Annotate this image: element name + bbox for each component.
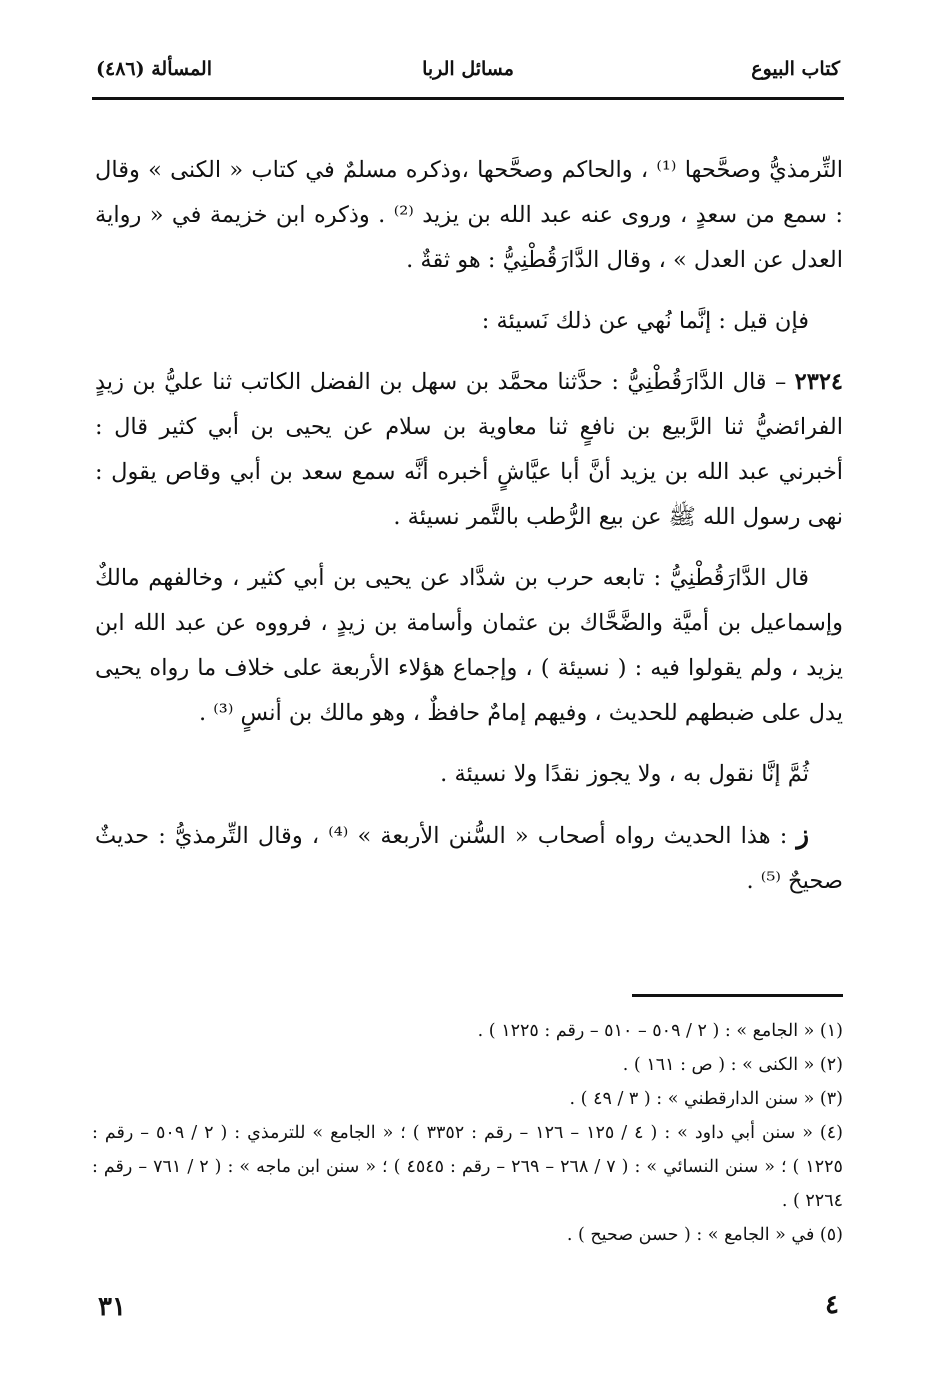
zay-symbol: ز — [796, 820, 810, 850]
page-number: ٣١ — [98, 1292, 126, 1322]
section-number: ٤ — [825, 1290, 839, 1320]
paragraph-4: قال الدَّارَقُطْنِيُّ : تابعه حرب بن شدَّاد عن يحيى بن أبي كثير ، وخالفهم مالكٌ وإسماعيل بن أميَّة والضَّحَّاك بن عثمان وأسامة بن زيدٍ ، فرووه عن عبد الله ابن يزيد ، ولم يقولوا فيه : ( نسيئة ) ، وإجماع هؤلاء الأربعة على خلاف ما رواه يحيى يدل على ضبطهم للحديث ، وفيهم إمامٌ حافظٌ ، وهو مالك بن أنسٍ ⁽³⁾ . — [95, 565, 843, 726]
footnote-3: (٣) « سنن الدارقطني » : ( ٣ / ٤٩ ) . — [569, 1089, 843, 1109]
paragraph-6 — [95, 813, 843, 904]
paragraph-3-text: – قال الدَّارَقُطْنِيُّ : حدَّثنا محمَّد بن سهل بن الفضل الكاتب ثنا عليُّ بن زيدٍ الفرائضيُّ ثنا الرَّبيع بن نافعٍ ثنا معاوية بن سلام عن يحيى بن أبي كثير قال : أخبرني عبد الله بن يزيد أنَّ أبا عيَّاشٍ أخبره أنَّه سمع سعد بن أبي وقاص يقول : نهى رسول الله ﷺ عن بيع الرُّطب بالتَّمر نسيئة . — [95, 369, 843, 530]
paragraph-3 — [95, 360, 843, 540]
footnotes — [92, 1014, 843, 1252]
paragraph-2: فإن قيل : إنَّما نُهي عن ذلك نَسيئة : — [481, 308, 809, 334]
header-issue-number: المسألة (٤٨٦) — [96, 58, 212, 80]
header-chapter-title: مسائل الربا — [422, 58, 514, 80]
footnote-5: (٥) في « الجامع » : ( حسن صحيح ) . — [566, 1225, 843, 1245]
paragraph-5: ثُمَّ إنَّا نقول به ، ولا يجوز نقدًا ولا نسيئة . — [440, 761, 809, 787]
hadith-number: ٢٣٢٤ — [794, 369, 843, 395]
footnote-4: (٤) « سنن أبي داود » : ( ٤ / ١٢٥ – ١٢٦ – رقم : ٣٣٥٢ ) ؛ « الجامع » للترمذي : ( ٢ / ٥٠٩ – رقم : ١٢٢٥ ) ؛ « سنن النسائي » : ( ٧ / ٢٦٨ – ٢٦٩ – رقم : ٤٥٤٥ ) ؛ « سنن ابن ماجه » : ( ٢ / ٧٦١ – رقم : ٢٢٦٤ ) . — [92, 1123, 843, 1211]
footnote-divider — [632, 994, 843, 997]
paragraph-6-text: : هذا الحديث رواه أصحاب « السُّنن الأربعة » ⁽⁴⁾ ، وقال التِّرمذيُّ : حديثٌ صحيحٌ ⁽⁵⁾ . — [95, 823, 843, 894]
running-header — [92, 52, 844, 96]
footnote-1: (١) « الجامع » : ( ٢ / ٥٠٩ – ٥١٠ – رقم : ١٢٢٥ ) . — [477, 1021, 843, 1041]
footnote-2: (٢) « الكنى » : ( ص : ١٦١ ) . — [622, 1055, 843, 1075]
main-text — [95, 148, 843, 920]
paragraph-1: التِّرمذيُّ وصحَّحها ⁽¹⁾ ، والحاكم وصحَّحها ،وذكره مسلمٌ في كتاب « الكنى » وقال : سمع من سعدٍ ، وروى عنه عبد الله بن يزيد ⁽²⁾ . وذكره ابن خزيمة في « رواية العدل عن العدل » ، وقال الدَّارَقُطْنِيُّ : هو ثقةٌ . — [95, 157, 843, 273]
header-divider — [92, 97, 844, 100]
header-book-title: كتاب البيوع — [751, 58, 840, 80]
